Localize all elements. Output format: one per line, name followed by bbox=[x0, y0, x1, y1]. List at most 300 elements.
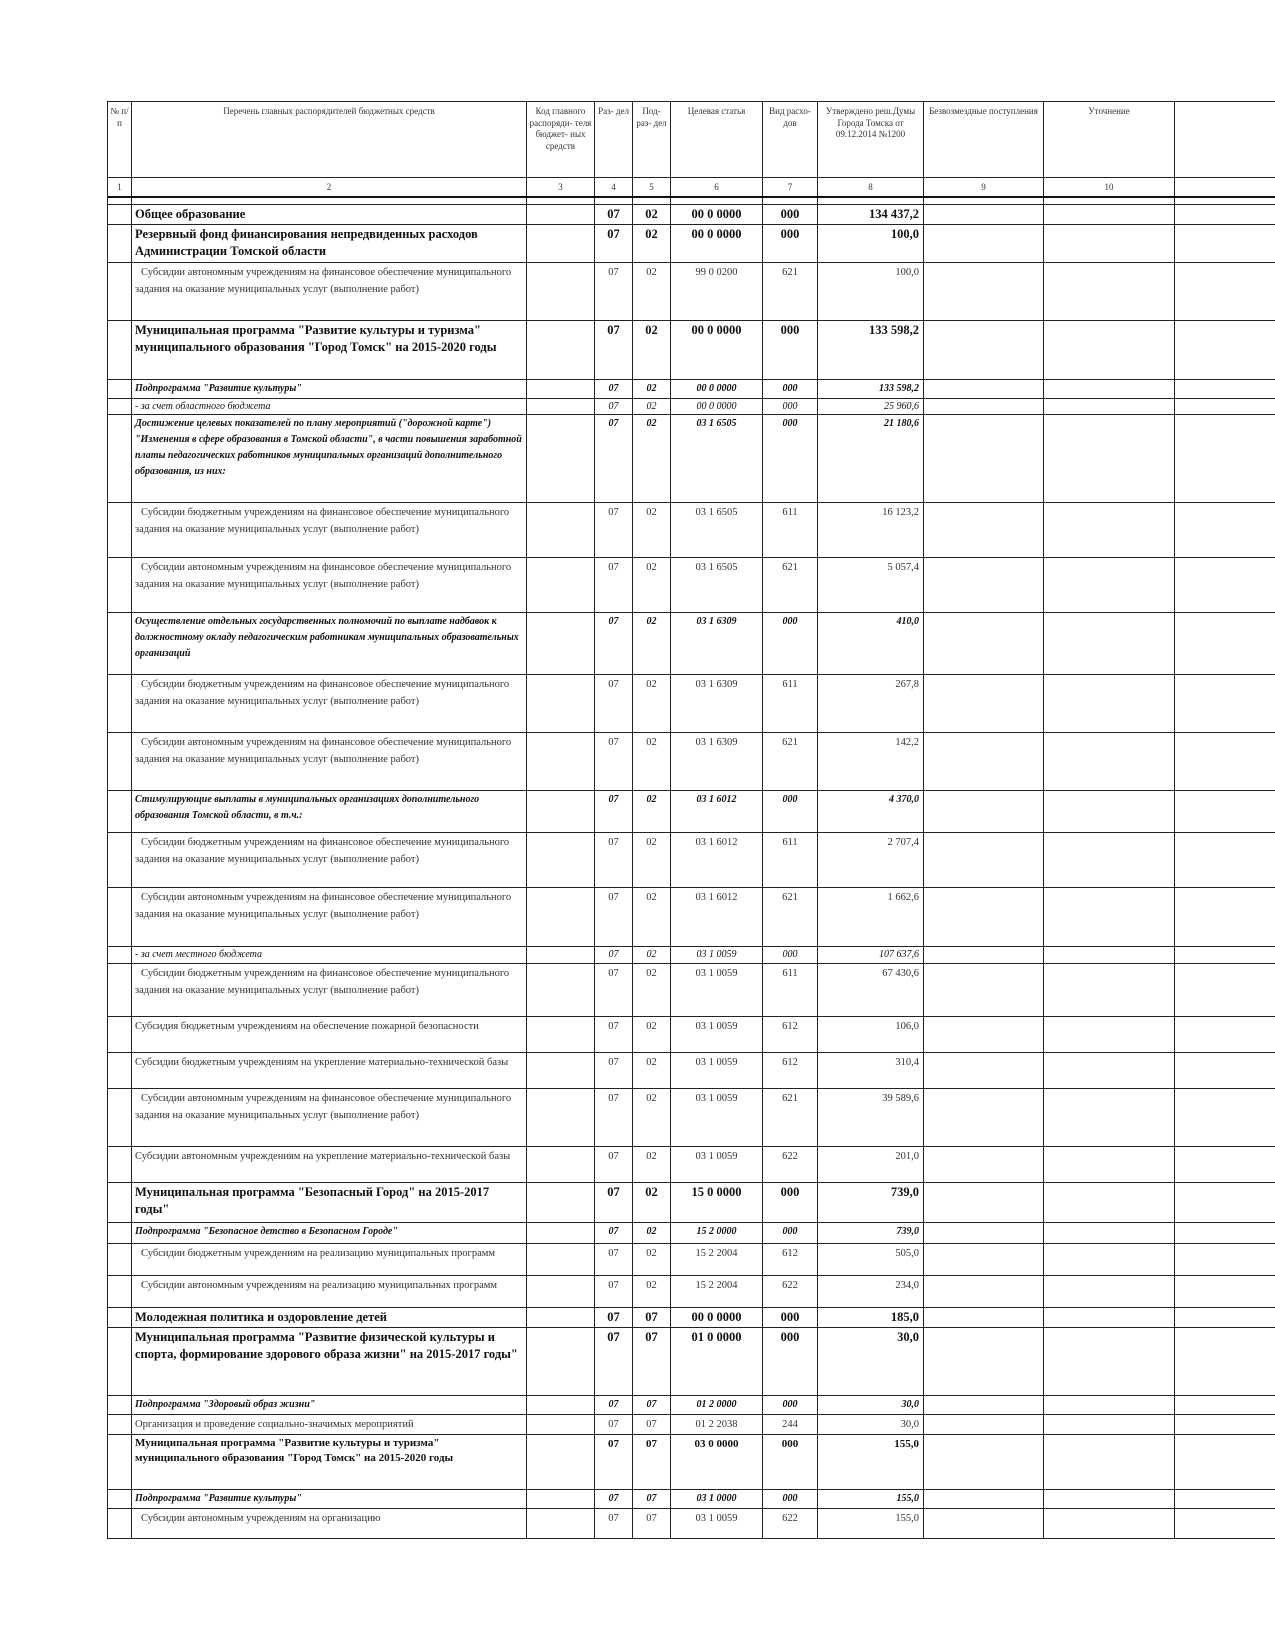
target-article-cell: 03 1 0059 bbox=[671, 947, 763, 964]
extra-cell bbox=[1175, 415, 1275, 503]
target-article-cell: 15 0 0000 bbox=[671, 1183, 763, 1223]
podrazdel-cell: 02 bbox=[633, 1089, 671, 1147]
row-num-cell bbox=[108, 675, 132, 733]
row-num-cell bbox=[108, 1183, 132, 1223]
razdel-cell: 07 bbox=[595, 1328, 633, 1396]
razdel-cell: 07 bbox=[595, 321, 633, 380]
row-num-cell bbox=[108, 205, 132, 225]
target-article-cell: 99 0 0200 bbox=[671, 263, 763, 321]
extra-cell bbox=[1175, 1415, 1275, 1435]
row-num-cell bbox=[108, 1017, 132, 1053]
expense-type-cell: 621 bbox=[763, 888, 818, 947]
refinement-cell bbox=[1044, 733, 1175, 791]
table-body bbox=[108, 205, 1275, 1539]
extra-cell bbox=[1175, 1223, 1275, 1244]
podrazdel-cell: 02 bbox=[633, 1223, 671, 1244]
podrazdel-cell: 07 bbox=[633, 1415, 671, 1435]
free-receipts-cell bbox=[924, 1415, 1044, 1435]
razdel-cell: 07 bbox=[595, 1490, 633, 1509]
header-statya: Целевая статья bbox=[671, 102, 763, 178]
item-name-cell: Достижение целевых показателей по плану мероприятий ("дорожной карте") "Изменения в сфере образования в Томской области", в части повышения заработной платы педагогических работников муниципальных организаций дополнительного образования, из них: bbox=[132, 415, 527, 503]
podrazdel-cell: 02 bbox=[633, 1244, 671, 1276]
table-row bbox=[108, 733, 1275, 791]
target-article-cell: 03 1 6309 bbox=[671, 733, 763, 791]
budget-table-sheet bbox=[107, 101, 1275, 1539]
razdel-cell: 07 bbox=[595, 1435, 633, 1490]
free-receipts-cell bbox=[924, 205, 1044, 225]
refinement-cell bbox=[1044, 1415, 1175, 1435]
item-name-cell: Подпрограмма "Развитие культуры" bbox=[132, 380, 527, 399]
colnum: 5 bbox=[633, 178, 671, 198]
expense-type-cell: 621 bbox=[763, 1089, 818, 1147]
podrazdel-cell: 02 bbox=[633, 225, 671, 263]
razdel-cell: 07 bbox=[595, 1053, 633, 1089]
extra-cell bbox=[1175, 1244, 1275, 1276]
expense-type-cell: 612 bbox=[763, 1017, 818, 1053]
table-row bbox=[108, 964, 1275, 1017]
table-row bbox=[108, 1183, 1275, 1223]
table-row bbox=[108, 1089, 1275, 1147]
extra-cell bbox=[1175, 399, 1275, 415]
refinement-cell bbox=[1044, 321, 1175, 380]
header-row bbox=[108, 102, 1275, 178]
razdel-cell: 07 bbox=[595, 558, 633, 613]
approved-amount-cell: 5 057,4 bbox=[818, 558, 924, 613]
extra-cell bbox=[1175, 947, 1275, 964]
item-name-cell: Подпрограмма "Развитие культуры" bbox=[132, 1490, 527, 1509]
header-podrazdel: Под- раз- дел bbox=[633, 102, 671, 178]
manager-code-cell bbox=[527, 888, 595, 947]
refinement-cell bbox=[1044, 558, 1175, 613]
razdel-cell: 07 bbox=[595, 415, 633, 503]
razdel-cell: 07 bbox=[595, 263, 633, 321]
razdel-cell: 07 bbox=[595, 791, 633, 833]
expense-type-cell: 000 bbox=[763, 1223, 818, 1244]
refinement-cell bbox=[1044, 964, 1175, 1017]
manager-code-cell bbox=[527, 1244, 595, 1276]
item-name-cell: Осуществление отдельных государственных полномочий по выплате надбавок к должностному окладу педагогическим работникам муниципальных образовательных организаций bbox=[132, 613, 527, 675]
razdel-cell: 07 bbox=[595, 1244, 633, 1276]
item-name-cell: Субсидии автономным учреждениям на укрепление материально-технической базы bbox=[132, 1147, 527, 1183]
free-receipts-cell bbox=[924, 675, 1044, 733]
razdel-cell: 07 bbox=[595, 1415, 633, 1435]
table-row bbox=[108, 1308, 1275, 1328]
extra-cell bbox=[1175, 1396, 1275, 1415]
item-name-cell: Субсидии автономным учреждениям на финансовое обеспечение муниципального задания на оказание муниципальных услуг (выполнение работ) bbox=[132, 1089, 527, 1147]
item-name-cell: Молодежная политика и оздоровление детей bbox=[132, 1308, 527, 1328]
approved-amount-cell: 410,0 bbox=[818, 613, 924, 675]
target-article-cell: 01 0 0000 bbox=[671, 1328, 763, 1396]
item-name-cell: Субсидии автономным учреждениям на финансовое обеспечение муниципального задания на оказание муниципальных услуг (выполнение работ) bbox=[132, 263, 527, 321]
header-extra bbox=[1175, 102, 1275, 178]
extra-cell bbox=[1175, 205, 1275, 225]
manager-code-cell bbox=[527, 399, 595, 415]
row-num-cell bbox=[108, 415, 132, 503]
free-receipts-cell bbox=[924, 558, 1044, 613]
table-row bbox=[108, 1490, 1275, 1509]
free-receipts-cell bbox=[924, 833, 1044, 888]
extra-cell bbox=[1175, 503, 1275, 558]
podrazdel-cell: 02 bbox=[633, 263, 671, 321]
header-razdel: Раз- дел bbox=[595, 102, 633, 178]
approved-amount-cell: 134 437,2 bbox=[818, 205, 924, 225]
extra-cell bbox=[1175, 833, 1275, 888]
row-num-cell bbox=[108, 558, 132, 613]
approved-amount-cell: 234,0 bbox=[818, 1276, 924, 1308]
item-name-cell: Субсидии автономным учреждениям на реализацию муниципальных программ bbox=[132, 1276, 527, 1308]
expense-type-cell: 622 bbox=[763, 1147, 818, 1183]
refinement-cell bbox=[1044, 380, 1175, 399]
expense-type-cell: 611 bbox=[763, 503, 818, 558]
extra-cell bbox=[1175, 1435, 1275, 1490]
table-row bbox=[108, 415, 1275, 503]
table-row bbox=[108, 833, 1275, 888]
manager-code-cell bbox=[527, 321, 595, 380]
refinement-cell bbox=[1044, 791, 1175, 833]
razdel-cell: 07 bbox=[595, 964, 633, 1017]
target-article-cell: 03 1 6012 bbox=[671, 888, 763, 947]
item-name-cell: Муниципальная программа "Безопасный Город" на 2015-2017 годы" bbox=[132, 1183, 527, 1223]
item-name-cell: Субсидии бюджетным учреждениям на финансовое обеспечение муниципального задания на оказание муниципальных услуг (выполнение работ) bbox=[132, 833, 527, 888]
manager-code-cell bbox=[527, 1276, 595, 1308]
colnum: 6 bbox=[671, 178, 763, 198]
free-receipts-cell bbox=[924, 1244, 1044, 1276]
target-article-cell: 03 1 6505 bbox=[671, 558, 763, 613]
table-row bbox=[108, 225, 1275, 263]
manager-code-cell bbox=[527, 1089, 595, 1147]
approved-amount-cell: 155,0 bbox=[818, 1509, 924, 1539]
razdel-cell: 07 bbox=[595, 1017, 633, 1053]
refinement-cell bbox=[1044, 888, 1175, 947]
manager-code-cell bbox=[527, 964, 595, 1017]
approved-amount-cell: 739,0 bbox=[818, 1183, 924, 1223]
expense-type-cell: 000 bbox=[763, 791, 818, 833]
table-row bbox=[108, 399, 1275, 415]
refinement-cell bbox=[1044, 1328, 1175, 1396]
expense-type-cell: 621 bbox=[763, 558, 818, 613]
manager-code-cell bbox=[527, 1147, 595, 1183]
approved-amount-cell: 505,0 bbox=[818, 1244, 924, 1276]
podrazdel-cell: 07 bbox=[633, 1435, 671, 1490]
row-num-cell bbox=[108, 1244, 132, 1276]
expense-type-cell: 611 bbox=[763, 833, 818, 888]
item-name-cell: Субсидии бюджетным учреждениям на финансовое обеспечение муниципального задания на оказание муниципальных услуг (выполнение работ) bbox=[132, 675, 527, 733]
refinement-cell bbox=[1044, 415, 1175, 503]
razdel-cell: 07 bbox=[595, 1308, 633, 1328]
header-vid: Вид расхо- дов bbox=[763, 102, 818, 178]
table-row bbox=[108, 1147, 1275, 1183]
row-num-cell bbox=[108, 1147, 132, 1183]
expense-type-cell: 000 bbox=[763, 380, 818, 399]
refinement-cell bbox=[1044, 1509, 1175, 1539]
target-article-cell: 03 1 0059 bbox=[671, 1053, 763, 1089]
expense-type-cell: 000 bbox=[763, 1396, 818, 1415]
target-article-cell: 03 1 6012 bbox=[671, 833, 763, 888]
approved-amount-cell: 100,0 bbox=[818, 263, 924, 321]
approved-amount-cell: 100,0 bbox=[818, 225, 924, 263]
item-name-cell: Подпрограмма "Безопасное детство в Безопасном Городе" bbox=[132, 1223, 527, 1244]
target-article-cell: 03 1 6505 bbox=[671, 415, 763, 503]
table-row bbox=[108, 791, 1275, 833]
table-row bbox=[108, 263, 1275, 321]
refinement-cell bbox=[1044, 833, 1175, 888]
podrazdel-cell: 02 bbox=[633, 613, 671, 675]
razdel-cell: 07 bbox=[595, 733, 633, 791]
extra-cell bbox=[1175, 1308, 1275, 1328]
razdel-cell: 07 bbox=[595, 1223, 633, 1244]
podrazdel-cell: 02 bbox=[633, 791, 671, 833]
refinement-cell bbox=[1044, 1017, 1175, 1053]
target-article-cell: 15 2 2004 bbox=[671, 1244, 763, 1276]
free-receipts-cell bbox=[924, 1396, 1044, 1415]
manager-code-cell bbox=[527, 558, 595, 613]
razdel-cell: 07 bbox=[595, 503, 633, 558]
row-num-cell bbox=[108, 1223, 132, 1244]
razdel-cell: 07 bbox=[595, 1089, 633, 1147]
row-num-cell bbox=[108, 733, 132, 791]
free-receipts-cell bbox=[924, 733, 1044, 791]
podrazdel-cell: 02 bbox=[633, 399, 671, 415]
expense-type-cell: 000 bbox=[763, 399, 818, 415]
extra-cell bbox=[1175, 321, 1275, 380]
approved-amount-cell: 267,8 bbox=[818, 675, 924, 733]
refinement-cell bbox=[1044, 1147, 1175, 1183]
podrazdel-cell: 02 bbox=[633, 558, 671, 613]
item-name-cell: Субсидии автономным учреждениям на финансовое обеспечение муниципального задания на оказание муниципальных услуг (выполнение работ) bbox=[132, 733, 527, 791]
free-receipts-cell bbox=[924, 1017, 1044, 1053]
razdel-cell: 07 bbox=[595, 225, 633, 263]
item-name-cell: Субсидии бюджетным учреждениям на реализацию муниципальных программ bbox=[132, 1244, 527, 1276]
target-article-cell: 03 0 0000 bbox=[671, 1435, 763, 1490]
table-row bbox=[108, 675, 1275, 733]
podrazdel-cell: 02 bbox=[633, 888, 671, 947]
colnum: 2 bbox=[132, 178, 527, 198]
colnum: 1 bbox=[108, 178, 132, 198]
item-name-cell: Организация и проведение социально-значимых мероприятий bbox=[132, 1415, 527, 1435]
approved-amount-cell: 25 960,6 bbox=[818, 399, 924, 415]
row-num-cell bbox=[108, 1396, 132, 1415]
table-row bbox=[108, 613, 1275, 675]
approved-amount-cell: 1 662,6 bbox=[818, 888, 924, 947]
razdel-cell: 07 bbox=[595, 675, 633, 733]
podrazdel-cell: 02 bbox=[633, 380, 671, 399]
manager-code-cell bbox=[527, 1223, 595, 1244]
manager-code-cell bbox=[527, 1490, 595, 1509]
table-row bbox=[108, 1053, 1275, 1089]
refinement-cell bbox=[1044, 225, 1175, 263]
header-approved: Утверждено реш.Думы Города Томска от 09.12.2014 №1200 bbox=[818, 102, 924, 178]
colnum: 8 bbox=[818, 178, 924, 198]
manager-code-cell bbox=[527, 1415, 595, 1435]
colnum bbox=[1175, 178, 1275, 198]
target-article-cell: 03 1 0059 bbox=[671, 1509, 763, 1539]
item-name-cell: Субсидии автономным учреждениям на организацию bbox=[132, 1509, 527, 1539]
row-num-cell bbox=[108, 833, 132, 888]
razdel-cell: 07 bbox=[595, 947, 633, 964]
refinement-cell bbox=[1044, 613, 1175, 675]
manager-code-cell bbox=[527, 415, 595, 503]
free-receipts-cell bbox=[924, 1089, 1044, 1147]
row-num-cell bbox=[108, 399, 132, 415]
manager-code-cell bbox=[527, 947, 595, 964]
razdel-cell: 07 bbox=[595, 1147, 633, 1183]
extra-cell bbox=[1175, 675, 1275, 733]
item-name-cell: Субсидии автономным учреждениям на финансовое обеспечение муниципального задания на оказание муниципальных услуг (выполнение работ) bbox=[132, 888, 527, 947]
row-num-cell bbox=[108, 613, 132, 675]
target-article-cell: 00 0 0000 bbox=[671, 321, 763, 380]
free-receipts-cell bbox=[924, 1490, 1044, 1509]
podrazdel-cell: 02 bbox=[633, 675, 671, 733]
target-article-cell: 15 2 2004 bbox=[671, 1276, 763, 1308]
refinement-cell bbox=[1044, 503, 1175, 558]
free-receipts-cell bbox=[924, 791, 1044, 833]
table-row bbox=[108, 888, 1275, 947]
table-row bbox=[108, 1396, 1275, 1415]
target-article-cell: 03 1 6309 bbox=[671, 613, 763, 675]
podrazdel-cell: 07 bbox=[633, 1328, 671, 1396]
table-row bbox=[108, 1509, 1275, 1539]
razdel-cell: 07 bbox=[595, 833, 633, 888]
refinement-cell bbox=[1044, 263, 1175, 321]
target-article-cell: 00 0 0000 bbox=[671, 399, 763, 415]
row-num-cell bbox=[108, 263, 132, 321]
extra-cell bbox=[1175, 1509, 1275, 1539]
podrazdel-cell: 02 bbox=[633, 321, 671, 380]
approved-amount-cell: 739,0 bbox=[818, 1223, 924, 1244]
refinement-cell bbox=[1044, 1276, 1175, 1308]
podrazdel-cell: 02 bbox=[633, 205, 671, 225]
item-name-cell: Муниципальная программа "Развитие культуры и туризма" муниципального образования "Город Томск" на 2015-2020 годы bbox=[132, 321, 527, 380]
free-receipts-cell bbox=[924, 1435, 1044, 1490]
approved-amount-cell: 201,0 bbox=[818, 1147, 924, 1183]
expense-type-cell: 000 bbox=[763, 1490, 818, 1509]
header-code: Код главного распоряди- теля бюджет- ных средств bbox=[527, 102, 595, 178]
expense-type-cell: 622 bbox=[763, 1276, 818, 1308]
colnum: 9 bbox=[924, 178, 1044, 198]
extra-cell bbox=[1175, 225, 1275, 263]
razdel-cell: 07 bbox=[595, 888, 633, 947]
expense-type-cell: 000 bbox=[763, 613, 818, 675]
approved-amount-cell: 30,0 bbox=[818, 1396, 924, 1415]
header-refinement: Уточнение bbox=[1044, 102, 1175, 178]
free-receipts-cell bbox=[924, 1053, 1044, 1089]
expense-type-cell: 000 bbox=[763, 225, 818, 263]
extra-cell bbox=[1175, 263, 1275, 321]
free-receipts-cell bbox=[924, 947, 1044, 964]
approved-amount-cell: 21 180,6 bbox=[818, 415, 924, 503]
expense-type-cell: 612 bbox=[763, 1244, 818, 1276]
manager-code-cell bbox=[527, 1308, 595, 1328]
free-receipts-cell bbox=[924, 1308, 1044, 1328]
podrazdel-cell: 02 bbox=[633, 1017, 671, 1053]
extra-cell bbox=[1175, 791, 1275, 833]
extra-cell bbox=[1175, 1147, 1275, 1183]
free-receipts-cell bbox=[924, 1223, 1044, 1244]
approved-amount-cell: 133 598,2 bbox=[818, 380, 924, 399]
target-article-cell: 03 1 0059 bbox=[671, 1089, 763, 1147]
table-row bbox=[108, 1244, 1275, 1276]
extra-cell bbox=[1175, 1490, 1275, 1509]
razdel-cell: 07 bbox=[595, 1183, 633, 1223]
podrazdel-cell: 07 bbox=[633, 1509, 671, 1539]
row-num-cell bbox=[108, 321, 132, 380]
item-name-cell: - за счет областного бюджета bbox=[132, 399, 527, 415]
expense-type-cell: 244 bbox=[763, 1415, 818, 1435]
table-row bbox=[108, 1223, 1275, 1244]
row-num-cell bbox=[108, 1276, 132, 1308]
extra-cell bbox=[1175, 1053, 1275, 1089]
colnum: 7 bbox=[763, 178, 818, 198]
table-row bbox=[108, 1276, 1275, 1308]
podrazdel-cell: 02 bbox=[633, 1053, 671, 1089]
razdel-cell: 07 bbox=[595, 1276, 633, 1308]
approved-amount-cell: 155,0 bbox=[818, 1490, 924, 1509]
podrazdel-cell: 07 bbox=[633, 1396, 671, 1415]
approved-amount-cell: 155,0 bbox=[818, 1435, 924, 1490]
row-num-cell bbox=[108, 1089, 132, 1147]
manager-code-cell bbox=[527, 1017, 595, 1053]
manager-code-cell bbox=[527, 1328, 595, 1396]
manager-code-cell bbox=[527, 733, 595, 791]
expense-type-cell: 621 bbox=[763, 263, 818, 321]
free-receipts-cell bbox=[924, 1509, 1044, 1539]
row-num-cell bbox=[108, 964, 132, 1017]
approved-amount-cell: 107 637,6 bbox=[818, 947, 924, 964]
refinement-cell bbox=[1044, 675, 1175, 733]
free-receipts-cell bbox=[924, 1276, 1044, 1308]
manager-code-cell bbox=[527, 503, 595, 558]
table-row bbox=[108, 1415, 1275, 1435]
podrazdel-cell: 02 bbox=[633, 833, 671, 888]
razdel-cell: 07 bbox=[595, 1509, 633, 1539]
table-row bbox=[108, 558, 1275, 613]
manager-code-cell bbox=[527, 675, 595, 733]
row-num-cell bbox=[108, 225, 132, 263]
expense-type-cell: 000 bbox=[763, 321, 818, 380]
row-num-cell bbox=[108, 1490, 132, 1509]
extra-cell bbox=[1175, 1089, 1275, 1147]
extra-cell bbox=[1175, 613, 1275, 675]
free-receipts-cell bbox=[924, 1183, 1044, 1223]
podrazdel-cell: 02 bbox=[633, 415, 671, 503]
expense-type-cell: 000 bbox=[763, 1183, 818, 1223]
header-num: № п/п bbox=[108, 102, 132, 178]
item-name-cell: Резервный фонд финансирования непредвиденных расходов Администрации Томской области bbox=[132, 225, 527, 263]
target-article-cell: 03 1 6505 bbox=[671, 503, 763, 558]
free-receipts-cell bbox=[924, 415, 1044, 503]
extra-cell bbox=[1175, 380, 1275, 399]
extra-cell bbox=[1175, 1017, 1275, 1053]
approved-amount-cell: 106,0 bbox=[818, 1017, 924, 1053]
razdel-cell: 07 bbox=[595, 399, 633, 415]
row-num-cell bbox=[108, 947, 132, 964]
refinement-cell bbox=[1044, 399, 1175, 415]
approved-amount-cell: 4 370,0 bbox=[818, 791, 924, 833]
expense-type-cell: 612 bbox=[763, 1053, 818, 1089]
item-name-cell: Стимулирующие выплаты в муниципальных организациях дополнительного образования Томской области, в т.ч.: bbox=[132, 791, 527, 833]
podrazdel-cell: 02 bbox=[633, 1183, 671, 1223]
free-receipts-cell bbox=[924, 380, 1044, 399]
approved-amount-cell: 67 430,6 bbox=[818, 964, 924, 1017]
row-num-cell bbox=[108, 1435, 132, 1490]
expense-type-cell: 000 bbox=[763, 1435, 818, 1490]
manager-code-cell bbox=[527, 205, 595, 225]
manager-code-cell bbox=[527, 1183, 595, 1223]
header-free-receipts: Безвозмездные поступления bbox=[924, 102, 1044, 178]
razdel-cell: 07 bbox=[595, 613, 633, 675]
expense-type-cell: 611 bbox=[763, 964, 818, 1017]
extra-cell bbox=[1175, 558, 1275, 613]
